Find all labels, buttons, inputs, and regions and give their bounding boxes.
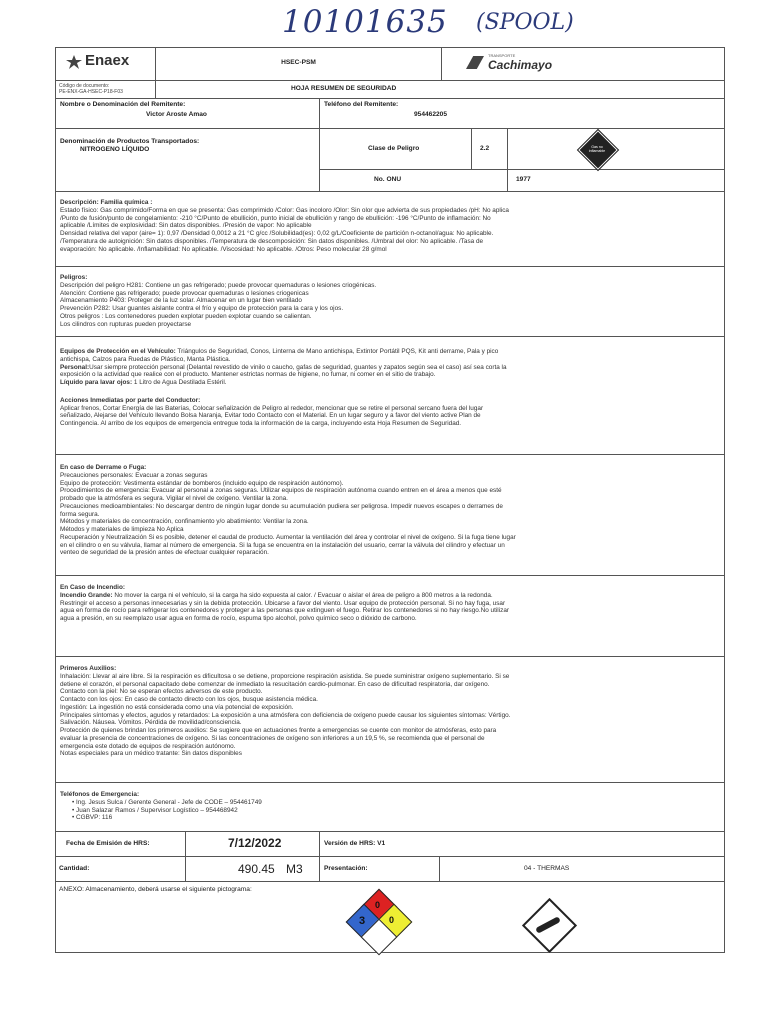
issue-label-cell [56, 832, 186, 856]
description-line: /Temperatura de autoignición: Sin datos disponibles. /Temperatura de descomposición: Sin datos disponibles. /Umbral del olor: No aplicable. /Tasa de [60, 237, 484, 245]
system-name: HSEC-PSM [281, 59, 316, 66]
first-aid-line: detiene el corazón, el personal capacitado debe comenzar de inmediato la resucitación cardio-pulmonar. En caso de dificultad respiratoria, dar oxígeno. [60, 680, 490, 688]
logo-cell [56, 48, 156, 80]
first-aid-line: Ingestión: La ingestión no está considerada como una vía potencial de exposición. [60, 703, 294, 711]
presentation-value: 04 - THERMAS [524, 865, 570, 872]
first-aid-line: Inhalación: Llevar al aire libre. Si la respiración es dificultosa o se detiene, proporcione respiración asistida. Se puede suministrar oxígeno suplementario. Si se [60, 672, 510, 680]
hazards-line: Los cilindros con rupturas pueden proyectarse [60, 320, 192, 328]
quantity-row [56, 857, 724, 882]
ppe-personal-text: Usar siempre protección personal (Delantal revestido de vinilo o caucho, gafas de seguridad, guantes y zapatos según sea el caso) así sea corta la [89, 363, 507, 371]
qty-unit: M3 [286, 862, 303, 876]
ppe-personal-label: Personal: [60, 363, 90, 371]
hazards-line: Prevención P282: Usar guantes aislante contra el frío y equipo de protección para la cara y los ojos. [60, 305, 344, 312]
phone-label: Teléfono del Remitente: [324, 101, 399, 108]
immediate-actions-title: Acciones Inmediatas por parte del Conductor: [60, 396, 201, 404]
fire-line: agua a presión, en su reemplazo usar agua en forma de rocío, espuma tipo alcohol, polvo químico seco o dióxido de carbono. [60, 615, 417, 622]
first-aid-line: evaluar la presencia de concentraciones de oxígeno. Si las concentraciones de oxígeno son inferiores a un 19,5 %, se recomienda que el personal de [60, 734, 485, 742]
immediate-actions-line: Aplicar frenos, Cortar Energía de las Baterías, Colocar señalización de Peligro al rededor, mencionar que se retire el personal sercano fuera del lugar [60, 404, 484, 412]
doc-code-label: Código de documento: [59, 83, 110, 89]
fire-big-label: Incendio Grande: [60, 591, 113, 599]
phone-cell [320, 99, 724, 128]
description-line: evaporación: No aplicable. /Inflamabilidad: No aplicable. /Viscosidad: No aplicable. /Otros: Peso molecular 28 g/mol [60, 245, 387, 253]
partner-logo-text: Cachimayo [488, 58, 553, 72]
hazard-class-cell [320, 129, 472, 170]
annex-section [56, 882, 724, 952]
description-line: Densidad relativa del vapor (aire= 1): 0,97 /Densidad 0,0012 a 21 °C g/cc /Solubilidad(es): 0,02 g/L/Coeficiente de partición n-octanol/agua: No aplicable. [60, 230, 494, 237]
description-section [56, 192, 724, 267]
doc-title: HOJA RESUMEN DE SEGURIDAD [291, 85, 397, 92]
version-label: Versión de HRS: V1 [324, 840, 386, 847]
system-cell [156, 48, 441, 80]
partner-logo-cell [441, 48, 724, 80]
hazard-class-value: 2.2 [480, 145, 490, 152]
ppe-vehicle-text: Triángulos de Seguridad, Conos, Linterna de Mano antichispa, Extintor Portátil PQS, Kit anti derrame, Pala y pico [175, 348, 499, 355]
eye-wash-label: Líquido para lavar ojos: [60, 379, 133, 386]
issue-date: 7/12/2022 [228, 836, 282, 850]
fire-title: En Caso de Incendio: [60, 584, 125, 591]
first-aid-title: Primeros Auxilios: [60, 665, 117, 672]
nfpa-flammability: 0 [375, 900, 381, 910]
partner-small-text: TRANSPORTE [488, 53, 516, 58]
qty-label-cell [56, 857, 186, 881]
emergency-contact: • CGBVP: 116 [72, 814, 113, 822]
onu-value-cell [508, 170, 724, 191]
immediate-actions-line: señalizado, Alejarse del Vehículo llevando Bolsa Naranja, Evitar todo Contacto con el Material. En un lugar seguro y a favor del viento active Plan de [60, 412, 481, 420]
first-aid-line: Notas especiales para un médico tratante: Sin datos disponibles [60, 750, 242, 758]
description-line: /Punto de fusión/punto de congelamiento: -210 °C/Punto de ebullición, punto inicial de ebullición y rango de ebullición: -196 °C/Punto de inflamación: No [60, 214, 491, 222]
emergency-title: Teléfonos de Emergencia: [60, 791, 140, 798]
presentation-label-cell [320, 857, 440, 881]
sender-row [56, 99, 724, 129]
product-label: Denominación de Productos Transportados: [60, 138, 200, 145]
spill-title: En caso de Derrame o Fuga: [60, 464, 147, 471]
hazards-line: Otros peligros : Los contenedores pueden explotar pueden explotar cuando se calientan. [60, 312, 312, 320]
first-aid-line: Principales síntomas y efectos, agudos y retardados: La exposición a una atmósfera con deficiencia de oxígeno puede causar los siguientes síntomas: Vértigo. [60, 711, 511, 719]
doc-code: PE-ENX-GA-HSEC-P18-F03 [59, 89, 123, 95]
enaex-logo: Enaex [85, 52, 130, 69]
diamond-cell [508, 129, 724, 170]
gas-cylinder-pictogram-icon [523, 899, 573, 949]
product-value: NITROGENO LÍQUIDO [80, 146, 150, 153]
cachimayo-logo [466, 53, 556, 73]
description-line: Estado físico: Gas comprimido/Forma en que se presenta: Gas comprimido /Color: Gas incoloro /Olor: Sin olor que advierta de sus propiedades /pH: No aplica [60, 206, 509, 214]
hazards-line: Atención: Contiene gas refrigerado; puede provocar quemaduras o lesiones criogenicas [60, 289, 309, 297]
diamond-text-2: inflamable [588, 149, 606, 153]
onu-label: No. ONU [374, 176, 402, 183]
presentation-label: Presentación: [324, 865, 368, 872]
first-aid-line: Contacto con la piel: No se esperan efectos adversos de este producto. [60, 688, 263, 696]
nfpa-health: 3 [359, 915, 366, 927]
first-aid-section [56, 657, 724, 783]
spill-line: Equipo de protección: Vestimenta estándar de bomberos (incluido equipo de respiración autónomo). [60, 479, 344, 487]
fire-line: Restringir el acceso a personas innecesarias y sin la debida protección. Ubicarse a favor del viento. Usar equipo de protección personal. Si no hay fuga, usar [60, 599, 506, 607]
non-flammable-gas-diamond-icon [579, 131, 615, 167]
handwritten-number: 10101635 [282, 4, 448, 40]
qty-value: 490.45 [238, 862, 275, 876]
handwritten-note: (SPOOL) [476, 10, 574, 35]
eye-wash-text: 1 Litro de Agua Destilada Estéril. [132, 379, 227, 386]
title-row [56, 81, 724, 99]
product-row [56, 129, 724, 192]
sender-value: Victor Aroste Amao [146, 111, 207, 118]
description-line: aplicable /Límites de explosividad: Sin datos disponibles. /Presión de vapor: No aplicable [60, 222, 312, 230]
description-title: Descripción: Familia química : [60, 199, 153, 206]
fire-big-text: No mover la carga ni el vehículo, si la carga ha sido expuesta al calor. / Evacuar o aislar el área de peligro a 800 metros a la redonda. [112, 591, 493, 599]
sender-cell [56, 99, 320, 128]
spill-line: en el cilindro o en su válvula, llamar al número de emergencia. Si la fuga se encuentra en la instalación del usuario, cerrar la válvula del cilindro y efectuar un [60, 541, 505, 549]
doc-title-cell [156, 81, 724, 98]
header-row [56, 48, 724, 81]
qty-label: Cantidad: [59, 865, 90, 872]
spill-line: Métodos y materiales de limpieza No Aplica [60, 526, 184, 533]
qty-value-cell [186, 857, 320, 881]
hazards-line: Descripción del peligro H281: Contiene un gas refrigerado; puede provocar quemaduras o lesiones criogénicas. [60, 281, 377, 289]
hazards-section [56, 267, 724, 337]
ppe-section [56, 337, 724, 455]
spill-line: forma segura. [60, 510, 100, 518]
spill-line: Recuperación y Neutralización Si es posible, detener el caudal de producto. Aumentar la ventilación del área y controlar el nivel de oxígeno. Si la fuga tiene lugar [60, 533, 516, 541]
issue-date-cell [186, 832, 320, 856]
emergency-contact: • Ing. Jesus Sulca / Gerente General - Jefe de CODE – 954461749 [72, 798, 262, 806]
issue-row [56, 832, 724, 857]
presentation-value-cell [440, 857, 724, 881]
doc-code-cell [56, 81, 156, 98]
spill-section [56, 455, 724, 576]
onu-label-cell [320, 170, 508, 191]
hazards-line: Almacenamiento P403: Proteger de la luz solar. Almacenar en un lugar bien ventilado [60, 297, 302, 305]
version-cell [320, 832, 724, 856]
nfpa-diamond-icon [350, 895, 408, 953]
immediate-actions-line: Contingencia. Al arribo de los equipos de emergencia entregue toda la información de la carga, incluyendo esta Hoja Resumen de Seguridad. [60, 420, 462, 427]
nfpa-reactivity: 0 [389, 915, 395, 925]
enaex-star-icon [66, 55, 82, 69]
ppe-vehicle-text-2: antichispa, Calzos para Ruedas de Plástico, Manta Plástica. [60, 355, 231, 363]
hazard-class-value-cell [472, 129, 508, 170]
spill-line: probado que la atmósfera es segura. Vigilar el nivel de oxígeno. Ventilar la zona. [60, 495, 288, 502]
spill-line: Precauciones personales: Evacuar a zonas seguras [60, 471, 208, 479]
sender-label: Nombre o Denominación del Remitente: [60, 101, 186, 108]
issue-label: Fecha de Emisión de HRS: [66, 840, 150, 847]
hazards-title: Peligros: [60, 274, 88, 281]
spill-line: Procedimientos de emergencia: Evacuar al personal a zonas seguras. Utilizar equipos de respiración autónoma cuando entren en el área a menos que esté [60, 487, 502, 495]
spill-line: Métodos y materiales de concentración, confinamiento y/o abatimiento: Ventilar la zona. [60, 518, 309, 526]
safety-summary-sheet [55, 47, 725, 953]
fire-line: agua en forma de rocío para refrigerar los contenedores y proteger a las personas que extinguen el fuego. Retirar los contenedores si no hay riesgo.No utilizar [60, 607, 510, 615]
ppe-personal-text-2: exposición o la actividad que realice con el producto. Mantener estrictas normas de higiene, no fumar, ni comer en el sitio de trabajo. [60, 371, 436, 379]
logo-mark-icon [466, 56, 484, 69]
first-aid-line: Contacto con los ojos: En caso de contacto directo con los ojos, busque asistencia médica. [60, 696, 318, 703]
hazard-class-label: Clase de Peligro [368, 145, 420, 152]
fire-section [56, 576, 724, 657]
phone-value: 954462205 [414, 111, 448, 118]
annex-text: ANEXO: Almacenamiento, deberá usarse el siguiente pictograma: [59, 886, 252, 893]
first-aid-line: Protección de quienes brindan los primeros auxilios: Se sugiere que en actuaciones frente a emergencias se cuente con monitor de atmósferas, esto para [60, 727, 497, 734]
onu-value: 1977 [516, 176, 531, 183]
ppe-vehicle-label: Equipos de Protección en el Vehículo: [60, 348, 176, 355]
product-cell [56, 129, 320, 191]
first-aid-line: emergencia este dotado de equipos de respiración autónomo. [60, 742, 236, 750]
emergency-section [56, 783, 724, 832]
first-aid-line: Salivación. Náusea. Vómitos. Pérdida de movilidad/consciencia. [60, 719, 242, 727]
spill-line: venteo de seguridad de la presión antes de efectuar cualquier reparación. [60, 549, 269, 557]
spill-line: Precauciones medioambientales: No descargar dentro de ningún lugar donde su acumulación pudiera ser peligrosa. Impedir nuevos escapes o derrames de [60, 502, 503, 510]
diamond-text-1: Gas no [591, 145, 603, 149]
emergency-contact: • Juan Salazar Ramos / Supervisor Logístico – 954468942 [72, 806, 238, 814]
